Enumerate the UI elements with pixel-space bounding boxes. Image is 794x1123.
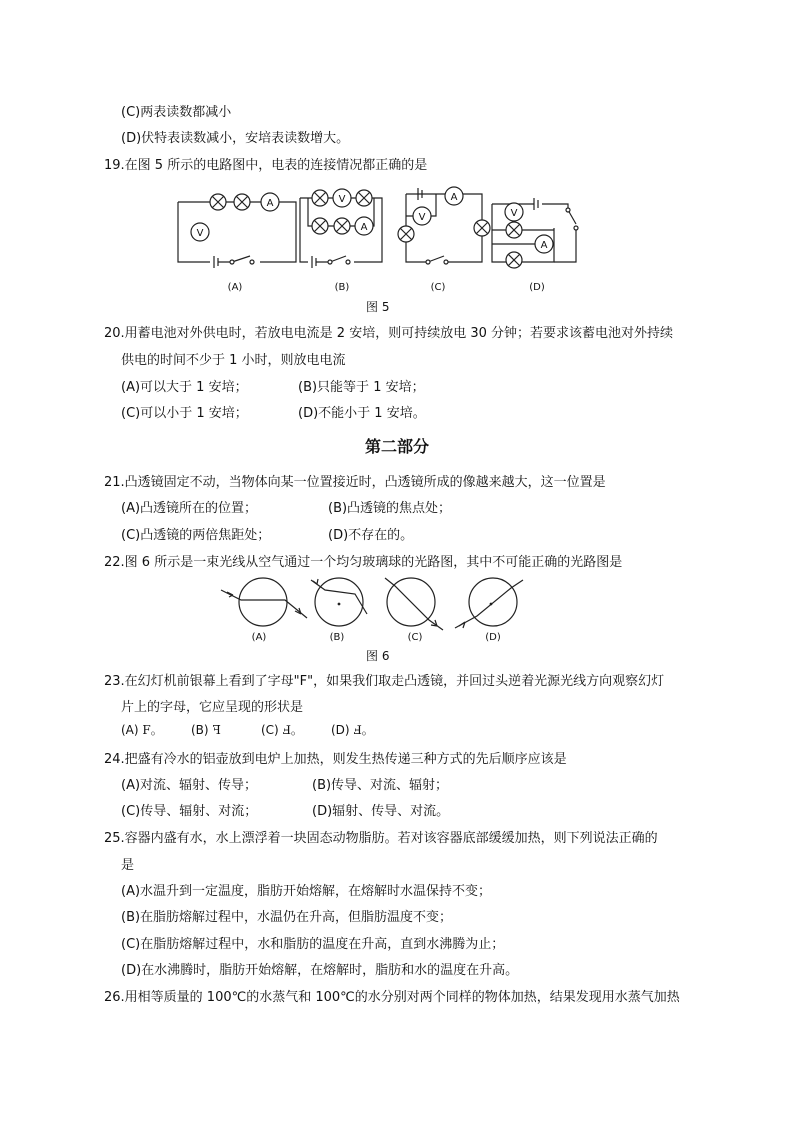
figure-6-light-paths xyxy=(215,574,535,648)
light-path-b xyxy=(311,578,367,626)
q23-option-a xyxy=(121,721,163,739)
q21-option-d: (D)不存在的。 xyxy=(328,528,414,543)
q24-option-a: (A)对流、辐射、传导； xyxy=(121,778,258,793)
q24-stem: 24.把盛有冷水的铝壶放到电炉上加热，则发生热传递三种方式的先后顺序应该是 xyxy=(104,752,567,767)
ammeter-c-symbol: A xyxy=(450,192,458,203)
q23-option-c xyxy=(261,721,303,739)
q25-stem-line2: 是 xyxy=(121,858,135,873)
figure-6-caption: 图 6 xyxy=(366,649,390,663)
q21-stem: 21.凸透镜固定不动，当物体向某一位置接近时，凸透镜所成的像越来越大，这一位置是 xyxy=(104,475,606,490)
q23-option-d-label: (D) xyxy=(331,723,350,737)
q20-stem-line2: 供电的时间不少于 1 小时，则放电电流 xyxy=(121,353,346,368)
fig5-label-b: (B) xyxy=(334,282,350,293)
q25-option-b: (B)在脂肪熔解过程中，水温仍在升高，但脂肪温度不变； xyxy=(121,910,453,925)
q20-option-a: (A)可以大于 1 安培； xyxy=(121,380,248,395)
q18-option-c: (C)两表读数都减小 xyxy=(121,105,232,120)
q23-option-a-label: (A) xyxy=(121,723,139,737)
q23-option-d xyxy=(331,721,374,739)
q23-option-b-label: (B) xyxy=(191,723,209,737)
q23-stem-line1: 23.在幻灯机前银幕上看到了字母"F"，如果我们取走凸透镜，并回过头逆着光源光线方向观察幻灯 xyxy=(104,674,665,689)
q25-option-d: (D)在水沸腾时，脂肪开始熔解，在熔解时，脂肪和水的温度在升高。 xyxy=(121,963,519,978)
fig5-label-d: (D) xyxy=(529,282,545,293)
q23-option-c-label: (C) xyxy=(261,723,279,737)
fig6-label-d: (D) xyxy=(485,632,501,643)
fig6-label-a: (A) xyxy=(251,632,267,643)
q25-option-a: (A)水温升到一定温度，脂肪开始熔解，在熔解时水温保持不变； xyxy=(121,884,492,899)
q22-stem: 22.图 6 所示是一束光线从空气通过一个均匀玻璃球的光路图，其中不可能正确的光路图是 xyxy=(104,555,623,570)
q21-option-a: (A)凸透镜所在的位置； xyxy=(121,501,258,516)
ammeter-a-symbol: A xyxy=(266,198,274,209)
q20-stem-line1: 20.用蓄电池对外供电时，若放电电流是 2 安培，则可持续放电 30 分钟；若要求该蓄电池对外持续 xyxy=(104,326,674,341)
circuit-c xyxy=(398,187,490,264)
figure-5-circuits xyxy=(170,184,600,296)
ammeter-d-symbol: A xyxy=(540,240,548,251)
voltmeter-d-symbol: V xyxy=(510,208,518,219)
q20-option-c: (C)可以小于 1 安培； xyxy=(121,406,248,421)
q24-option-d: (D)辐射、传导、对流。 xyxy=(312,804,450,819)
q18-option-d: (D)伏特表读数减小，安培表读数增大。 xyxy=(121,131,350,146)
light-path-a xyxy=(221,578,307,626)
q21-option-b: (B)凸透镜的焦点处； xyxy=(328,501,452,516)
q23-option-b xyxy=(191,721,221,739)
light-path-c xyxy=(385,578,443,630)
q24-option-b: (B)传导、对流、辐射； xyxy=(312,778,449,793)
voltmeter-c-symbol: V xyxy=(418,212,426,223)
voltmeter-a-symbol: V xyxy=(196,228,204,239)
fig6-label-b: (B) xyxy=(329,632,345,643)
q23-option-a-glyph: F。 xyxy=(142,723,163,737)
q21-option-c: (C)凸透镜的两倍焦距处； xyxy=(121,528,271,543)
q23-option-b-glyph: ꟻ xyxy=(212,723,221,737)
q23-stem-line2: 片上的字母，它应呈现的形状是 xyxy=(121,700,304,715)
fig5-label-a: (A) xyxy=(227,282,243,293)
q24-option-c: (C)传导、辐射、对流； xyxy=(121,804,258,819)
ammeter-b-symbol: A xyxy=(360,222,368,233)
fig6-label-c: (C) xyxy=(407,632,423,643)
circuit-d xyxy=(492,198,578,268)
q19-stem: 19.在图 5 所示的电路图中，电表的连接情况都正确的是 xyxy=(104,158,428,173)
q23-option-d-glyph: Ⅎ。 xyxy=(353,723,374,737)
q25-stem-line1: 25.容器内盛有水，水上漂浮着一块固态动物脂肪。若对该容器底部缓缓加热，则下列说法正确的 xyxy=(104,831,658,846)
q23-option-c-glyph: Ⅎ。 xyxy=(282,723,303,737)
q20-option-d: (D)不能小于 1 安培。 xyxy=(298,406,426,421)
section-title: 第二部分 xyxy=(364,437,429,456)
q26-stem: 26.用相等质量的 100℃的水蒸气和 100℃的水分别对两个同样的物体加热，结果发现用水蒸气加热 xyxy=(104,990,680,1005)
fig5-label-c: (C) xyxy=(430,282,446,293)
voltmeter-b-symbol: V xyxy=(338,194,346,205)
light-path-d xyxy=(455,578,523,628)
figure-5-caption: 图 5 xyxy=(366,300,390,314)
q25-option-c: (C)在脂肪熔解过程中，水和脂肪的温度在升高，直到水沸腾为止； xyxy=(121,937,505,952)
q20-option-b: (B)只能等于 1 安培； xyxy=(298,380,425,395)
